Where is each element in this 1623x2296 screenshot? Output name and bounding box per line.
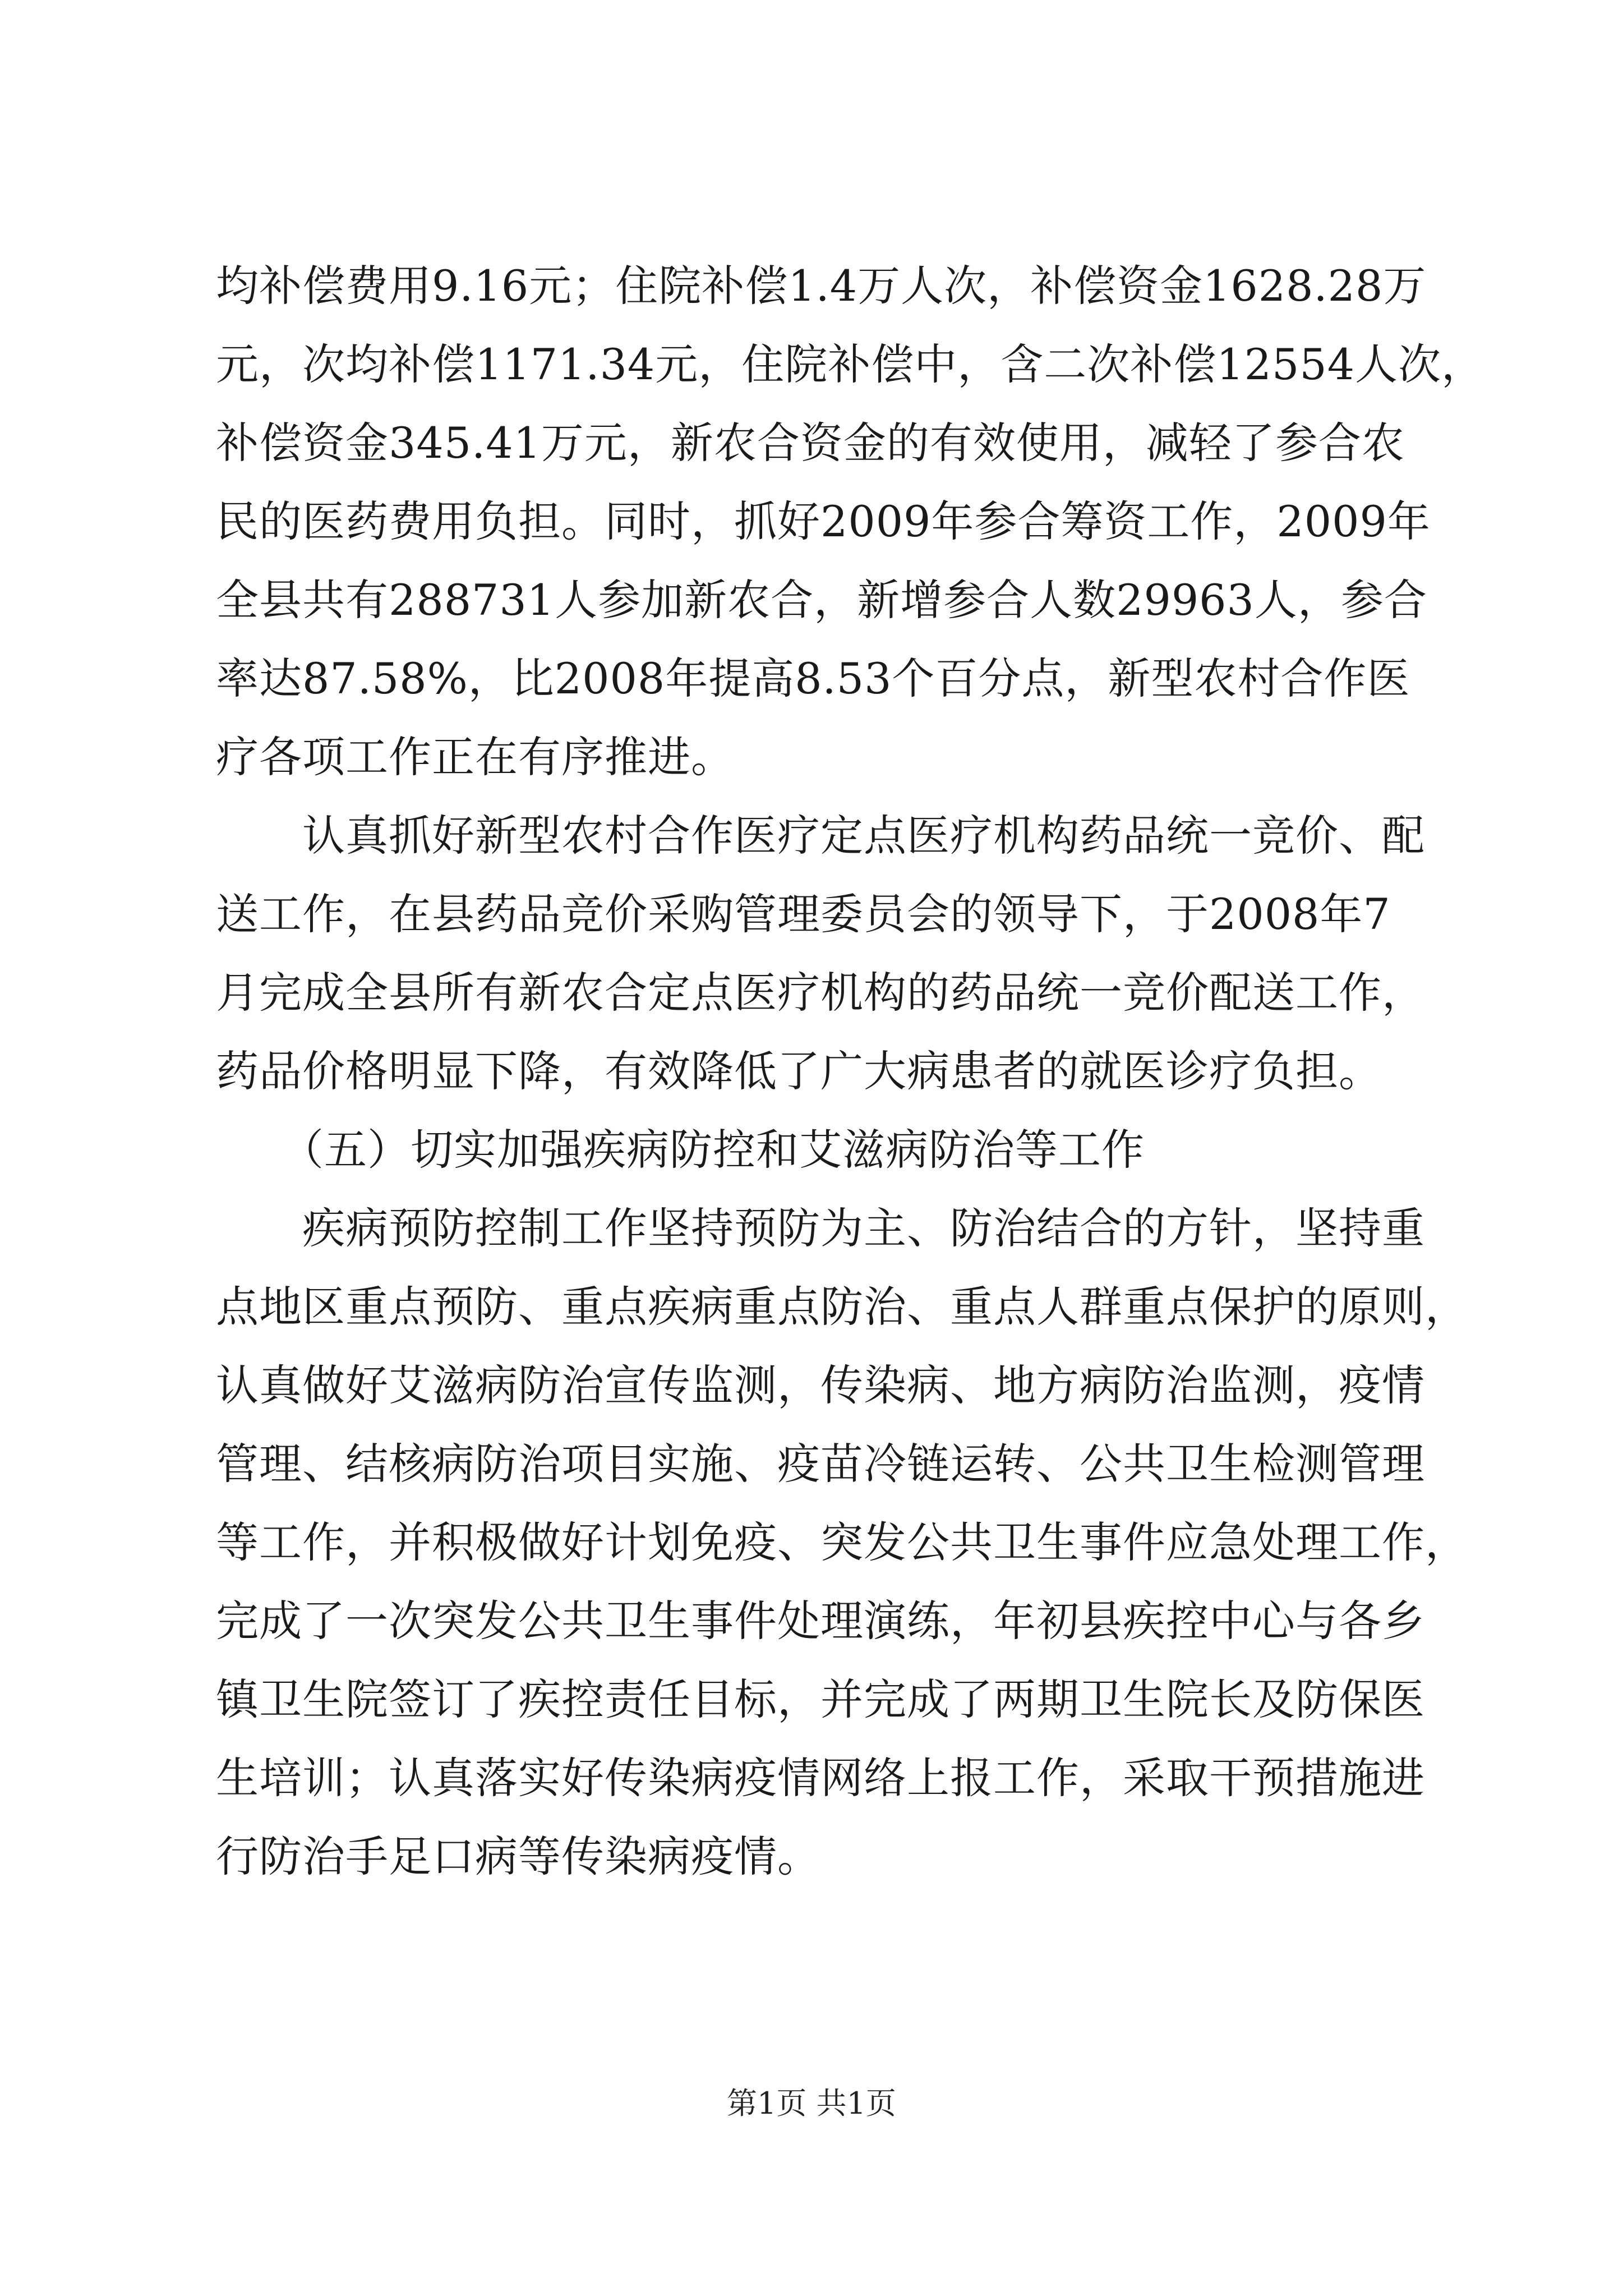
text-line: 送工作，在县药品竞价采购管理委员会的领导下，于2008年7 bbox=[216, 889, 1391, 939]
text-line: 民的医药费用负担。同时，抓好2009年参合筹资工作，2009年 bbox=[216, 496, 1431, 546]
text-line: 等工作，并积极做好计划免疫、突发公共卫生事件应急处理工作， bbox=[216, 1517, 1468, 1567]
text-line: 认真做好艾滋病防治宣传监测，传染病、地方病防治监测，疫情 bbox=[216, 1360, 1425, 1410]
text-line: 均补偿费用9.16元；住院补偿1.4万人次，补偿资金1628.28万 bbox=[216, 261, 1427, 311]
text-line: 管理、结核病防治项目实施、疫苗冷链运转、公共卫生检测管理 bbox=[216, 1439, 1425, 1489]
text-line: 疗各项工作正在有序推进。 bbox=[216, 732, 734, 782]
text-line: 元，次均补偿1171.34元，住院补偿中，含二次补偿12554人次， bbox=[216, 339, 1485, 389]
text-line: 月完成全县所有新农合定点医疗机构的药品统一竞价配送工作， bbox=[216, 968, 1425, 1018]
text-line: 全县共有288731人参加新农合，新增参合人数29963人，参合 bbox=[216, 575, 1427, 625]
text-line: 镇卫生院签订了疾控责任目标，并完成了两期卫生院长及防保医 bbox=[216, 1674, 1425, 1724]
text-line: 补偿资金345.41万元，新农合资金的有效使用，减轻了参合农 bbox=[216, 418, 1405, 468]
text-line: 完成了一次突发公共卫生事件处理演练，年初县疾控中心与各乡 bbox=[216, 1596, 1425, 1646]
text-line: 行防治手足口病等传染病疫情。 bbox=[216, 1832, 820, 1881]
text-line: 疾病预防控制工作坚持预防为主、防治结合的方针，坚持重 bbox=[216, 1203, 1425, 1253]
text-line: 药品价格明显下降，有效降低了广大病患者的就医诊疗负担。 bbox=[216, 1046, 1382, 1096]
text-line: 认真抓好新型农村合作医疗定点医疗机构药品统一竞价、配 bbox=[216, 811, 1425, 861]
text-line: 率达87.58%，比2008年提高8.53个百分点，新型农村合作医 bbox=[216, 654, 1410, 703]
page-footer: 第1页 共1页 bbox=[727, 2086, 896, 2121]
text-line: 生培训；认真落实好传染病疫情网络上报工作，采取干预措施进 bbox=[216, 1753, 1425, 1803]
section-heading: （五）切实加强疾病防控和艾滋病防治等工作 bbox=[216, 1125, 1145, 1175]
text-line: 点地区重点预防、重点疾病重点防治、重点人群重点保护的原则， bbox=[216, 1282, 1468, 1332]
body-text bbox=[216, 247, 1485, 1896]
